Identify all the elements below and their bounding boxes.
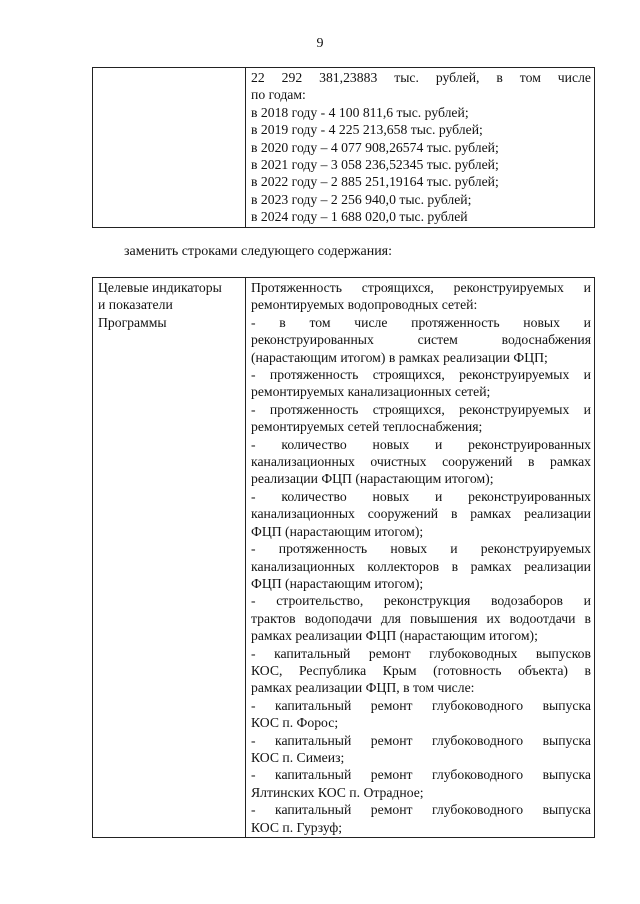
table-2-left-line: Программы: [98, 314, 167, 330]
table-row: [93, 68, 595, 228]
table-1-line: по годам:: [251, 87, 306, 103]
table-2-line: Протяженность строящихся, реконструируемых и: [251, 280, 591, 295]
table-1-line: 22 292 381,23883 тыс. рублей, в том числе: [251, 70, 591, 85]
table-2-line: - капитальный ремонт глубоководного выпуска: [251, 732, 591, 748]
table-2-line: реконструированных систем водоснабжения: [251, 332, 591, 348]
table-2-line: рамках реализации ФЦП, в том числе:: [251, 680, 475, 696]
table-2-line: КОС п. Форос;: [251, 715, 339, 731]
table-2-line: - строительство, реконструкция водозаборов и: [251, 593, 591, 609]
table-2-line: - протяженность новых и реконструируемых: [251, 541, 591, 557]
table-1-line: в 2024 году – 1 688 020,0 тыс. рублей: [251, 209, 468, 225]
table-1-line: в 2022 году – 2 885 251,19164 тыс. рублей;: [251, 174, 499, 190]
table-2-line: рамках реализации ФЦП (нарастающим итогом);: [251, 628, 538, 644]
table-2-line: ремонтируемых сетей теплоснабжения;: [251, 419, 483, 435]
table-2-line: ФЦП (нарастающим итогом);: [251, 523, 424, 539]
table-2-line: - протяженность строящихся, реконструируемых и: [251, 401, 591, 417]
table-1-line: в 2018 году - 4 100 811,6 тыс. рублей;: [251, 104, 469, 120]
table-2-line: ремонтируемых канализационных сетей;: [251, 384, 491, 400]
table-2-left-line: и показатели: [98, 297, 173, 313]
table-2-left-line: Целевые индикаторы: [98, 280, 222, 295]
table-2-left-cell: [93, 278, 246, 838]
table-2-line: ФЦП (нарастающим итогом);: [251, 575, 424, 591]
table-1-line: в 2021 году – 3 058 236,52345 тыс. рублей;: [251, 157, 499, 173]
table-2-line: трактов водоподачи для повышения их водоотдачи в: [251, 610, 591, 626]
table-2-line: - капитальный ремонт глубоководного выпуска: [251, 767, 591, 783]
table-2-line: - протяженность строящихся, реконструируемых и: [251, 367, 591, 383]
table-1-left-cell: [93, 68, 246, 228]
table-2-line: - количество новых и реконструированных: [251, 436, 591, 452]
table-2-line: - капитальный ремонт глубоководных выпусков: [251, 645, 591, 661]
table-1-line: в 2023 году – 2 256 940,0 тыс. рублей;: [251, 191, 472, 207]
table-2-line: Ялтинских КОС п. Отрадное;: [251, 784, 424, 800]
table-2-line: - капитальный ремонт глубоководного выпуска: [251, 802, 591, 818]
funding-table: [92, 67, 595, 228]
table-2-right-cell: [246, 278, 595, 838]
table-2-line: - в том числе протяженность новых и: [251, 314, 591, 330]
table-2-line: канализационных очистных сооружений в рамках: [251, 454, 591, 470]
table-1-right-cell: [246, 68, 595, 228]
table-2-line: реализации ФЦП (нарастающим итогом);: [251, 471, 494, 487]
indicators-table: [92, 277, 595, 838]
table-2-line: - количество новых и реконструированных: [251, 488, 591, 504]
table-1-line: в 2019 году - 4 225 213,658 тыс. рублей;: [251, 122, 483, 138]
replace-instruction: заменить строками следующего содержания:: [124, 244, 393, 259]
table-row: [93, 278, 595, 838]
table-2-line: канализационных сооружений в рамках реализации: [251, 506, 591, 522]
table-2-line: канализационных коллекторов в рамках реализации: [251, 558, 591, 574]
table-2-line: - капитальный ремонт глубоководного выпуска: [251, 697, 591, 713]
table-1-line: в 2020 году – 4 077 908,26574 тыс. рублей;: [251, 139, 499, 155]
table-2-line: КОС п. Симеиз;: [251, 749, 345, 765]
page-number: 9: [316, 36, 324, 51]
table-2-line: КОС п. Гурзуф;: [251, 819, 343, 835]
table-2-line: (нарастающим итогом) в рамках реализации ФЦП;: [251, 349, 548, 365]
table-2-line: КОС, Республика Крым (готовность объекта) в: [251, 662, 591, 678]
table-2-line: ремонтируемых водопроводных сетей:: [251, 297, 478, 313]
